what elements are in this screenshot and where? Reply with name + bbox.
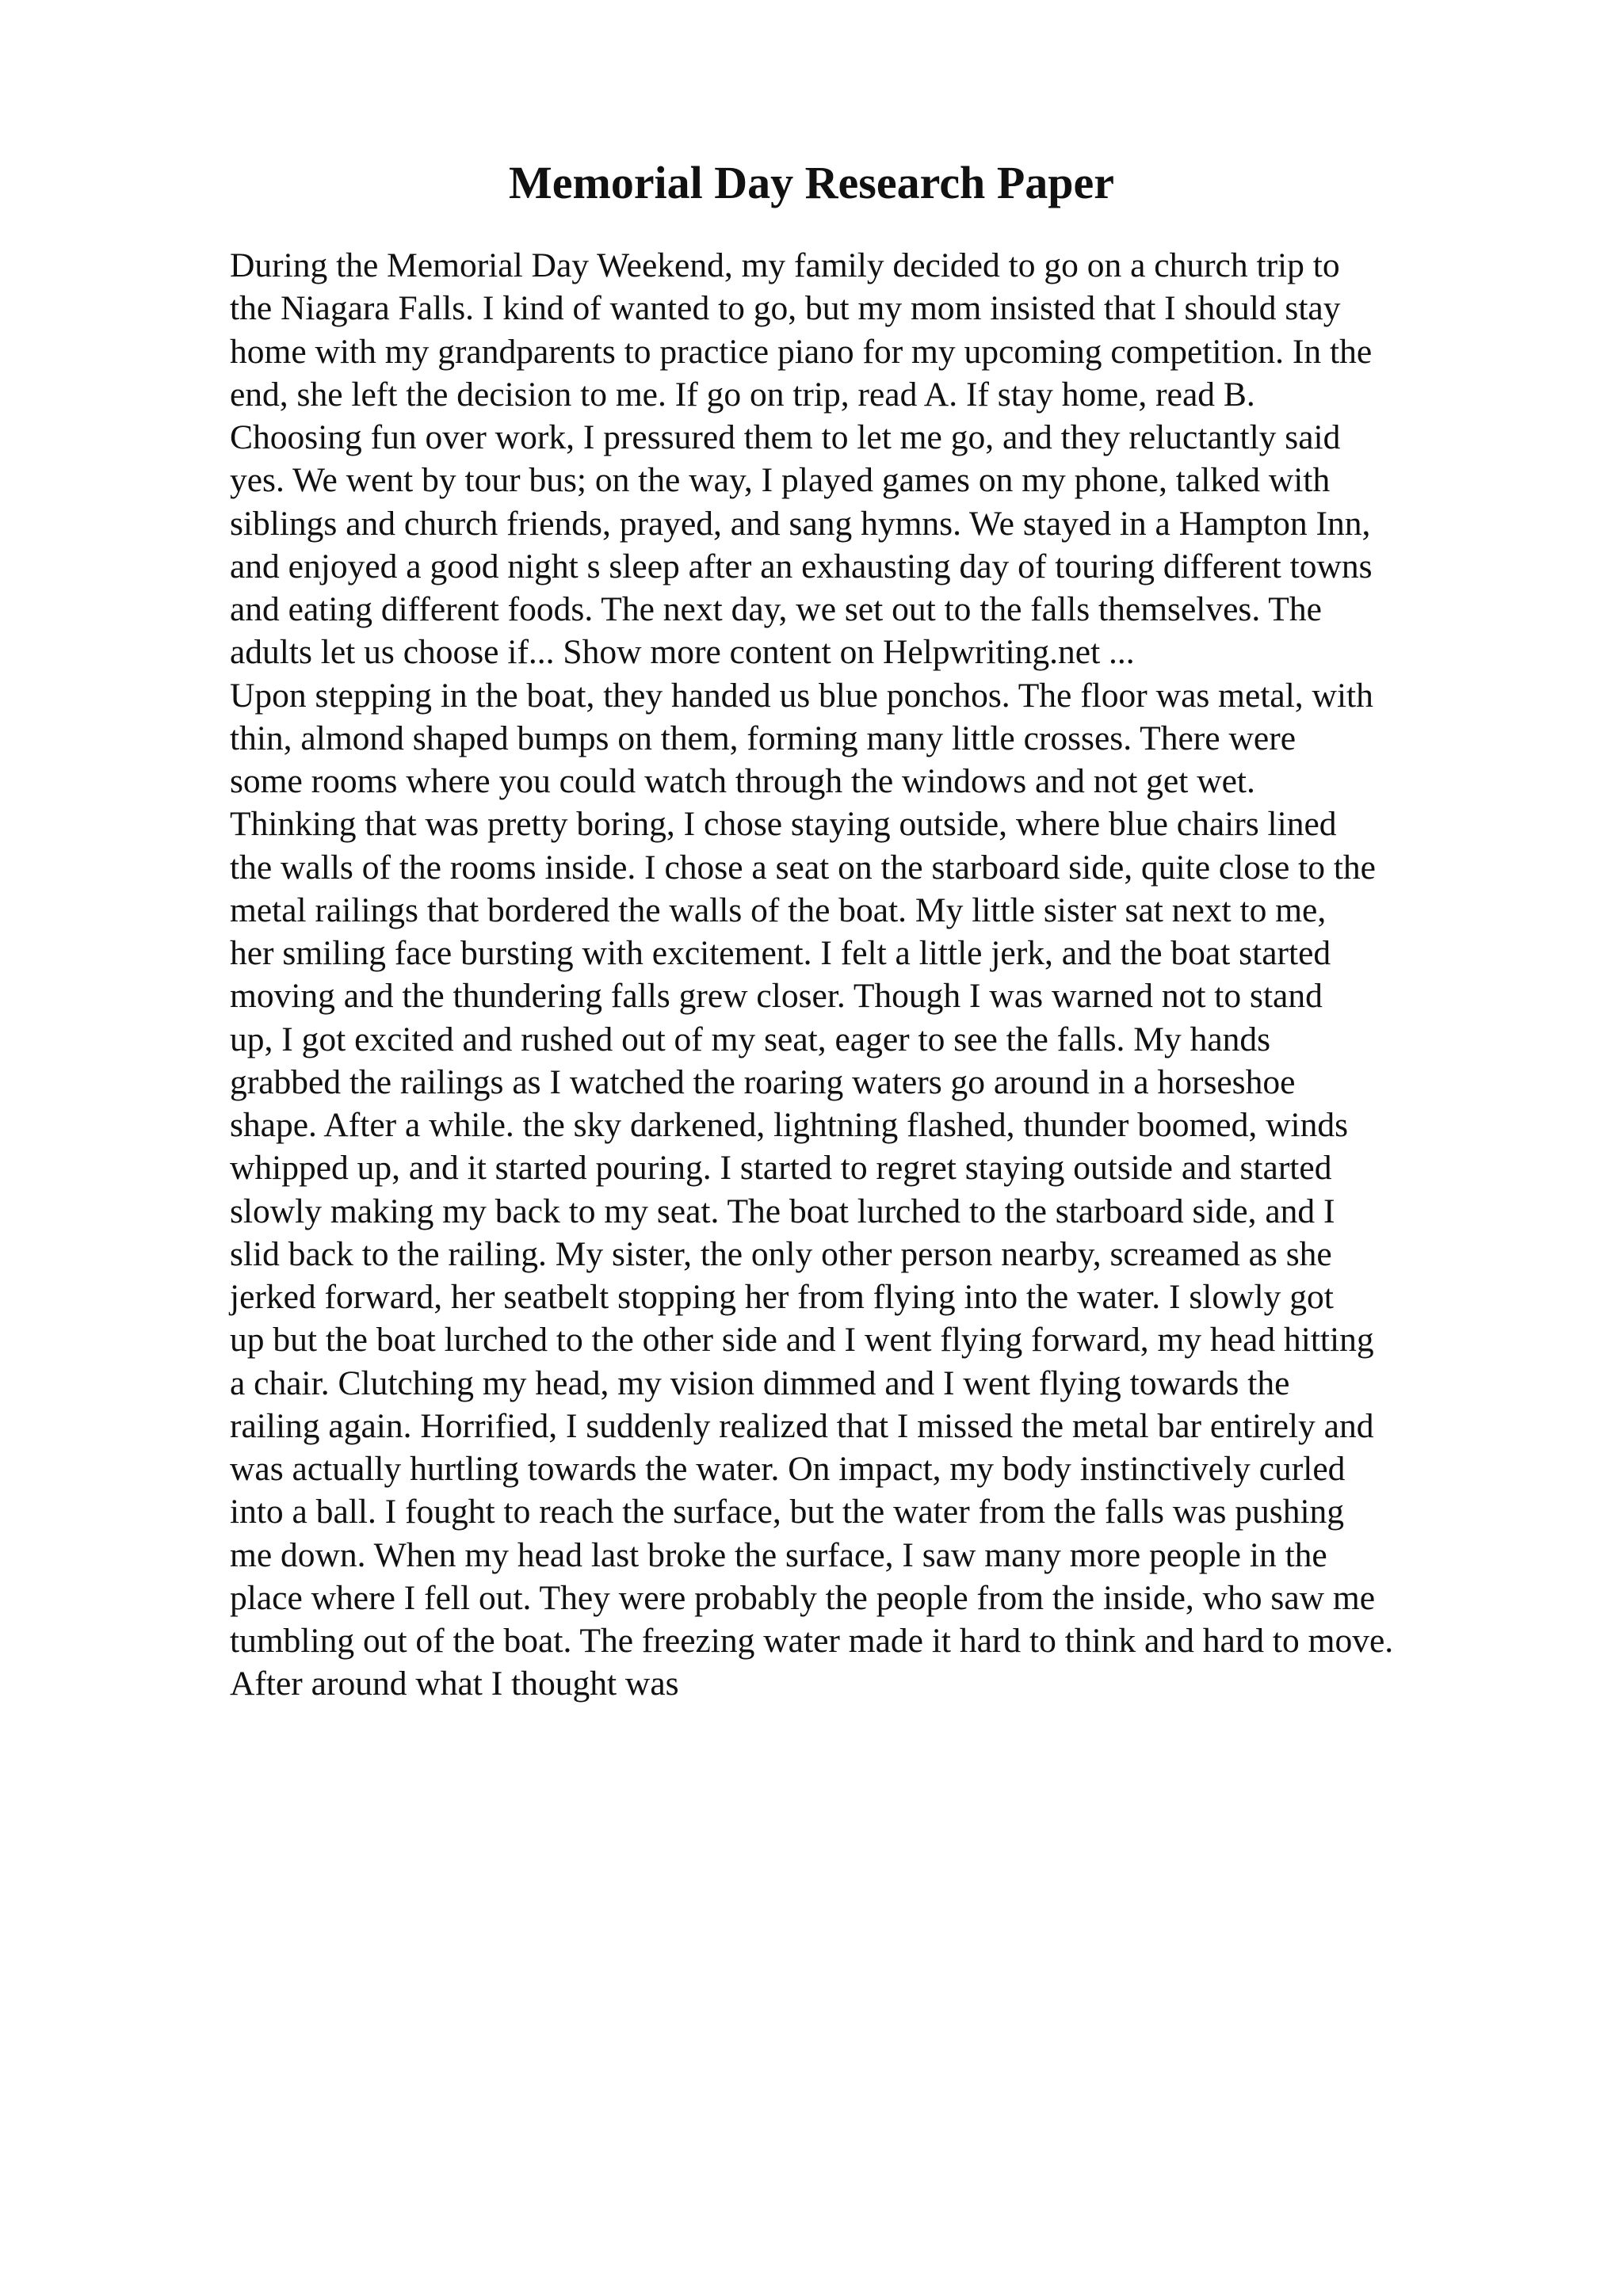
- body-text-line: slid back to the railing. My sister, the only other person nearby, screamed as she: [230, 1234, 1332, 1273]
- body-text-line: moving and the thundering falls grew closer. Though I was warned not to stand: [230, 977, 1323, 1016]
- body-text-line: me down. When my head last broke the surface, I saw many more people in the: [230, 1535, 1327, 1574]
- body-text-line: end, she left the decision to me. If go on trip, read A. If stay home, read B.: [230, 375, 1255, 414]
- body-text-line: Choosing fun over work, I pressured them to let me go, and they reluctantly said: [230, 418, 1341, 456]
- body-text-line: whipped up, and it started pouring. I started to regret staying outside and started: [230, 1149, 1332, 1188]
- body-text-line: shape. After a while. the sky darkened, lightning flashed, thunder boomed, winds: [230, 1106, 1349, 1144]
- document-body: [230, 244, 1498, 1706]
- body-text-line: was actually hurtling towards the water. On impact, my body instinctively curled: [230, 1450, 1346, 1488]
- body-text-line: some rooms where you could watch through the windows and not get wet.: [230, 762, 1255, 800]
- body-text-line: metal railings that bordered the walls of the boat. My little sister sat next to me,: [230, 891, 1327, 929]
- body-text-line: home with my grandparents to practice piano for my upcoming competition. In the: [230, 332, 1373, 371]
- body-text-line: During the Memorial Day Weekend, my family decided to go on a church trip to: [230, 246, 1340, 284]
- body-text-line: place where I fell out. They were probably the people from the inside, who saw me: [230, 1578, 1376, 1617]
- body-text-line: slowly making my back to my seat. The boat lurched to the starboard side, and I: [230, 1192, 1335, 1230]
- body-text-line: the Niagara Falls. I kind of wanted to go, but my mom insisted that I should stay: [230, 289, 1341, 328]
- body-text-line: a chair. Clutching my head, my vision dimmed and I went flying towards the: [230, 1363, 1290, 1402]
- body-text-line: grabbed the railings as I watched the roaring waters go around in a horseshoe: [230, 1062, 1296, 1101]
- body-text-line: and enjoyed a good night s sleep after an exhausting day of touring different towns: [230, 547, 1373, 585]
- body-text-line: up but the boat lurched to the other side and I went flying forward, my head hitting: [230, 1321, 1374, 1360]
- body-text-line: yes. We went by tour bus; on the way, I played games on my phone, talked with: [230, 461, 1331, 500]
- body-text-line: siblings and church friends, prayed, and sang hymns. We stayed in a Hampton Inn,: [230, 504, 1371, 543]
- body-text-line: and eating different foods. The next day, we set out to the falls themselves. The: [230, 590, 1322, 628]
- body-text-line: into a ball. I fought to reach the surface, but the water from the falls was pushing: [230, 1493, 1345, 1531]
- body-text-line: up, I got excited and rushed out of my seat, eager to see the falls. My hands: [230, 1020, 1271, 1058]
- body-text-line: Upon stepping in the boat, they handed us blue ponchos. The floor was metal, with: [230, 676, 1373, 715]
- document-title: Memorial Day Research Paper: [509, 157, 1114, 208]
- body-text-line: thin, almond shaped bumps on them, forming many little crosses. There were: [230, 719, 1296, 757]
- body-text-line: tumbling out of the boat. The freezing water made it hard to think and hard to move.: [230, 1622, 1394, 1660]
- body-text-line: jerked forward, her seatbelt stopping her from flying into the water. I slowly got: [230, 1278, 1334, 1316]
- body-text-line: After around what I thought was: [230, 1665, 679, 1703]
- body-text-line: the walls of the rooms inside. I chose a seat on the starboard side, quite close to the: [230, 848, 1376, 887]
- body-text-line: Thinking that was pretty boring, I chose staying outside, where blue chairs lined: [230, 805, 1337, 844]
- body-text-line: railing again. Horrified, I suddenly realized that I missed the metal bar entirely and: [230, 1406, 1374, 1445]
- body-text-line: her smiling face bursting with excitement. I felt a little jerk, and the boat started: [230, 934, 1331, 972]
- body-text-line: adults let us choose if... Show more content on Helpwriting.net ...: [230, 633, 1135, 672]
